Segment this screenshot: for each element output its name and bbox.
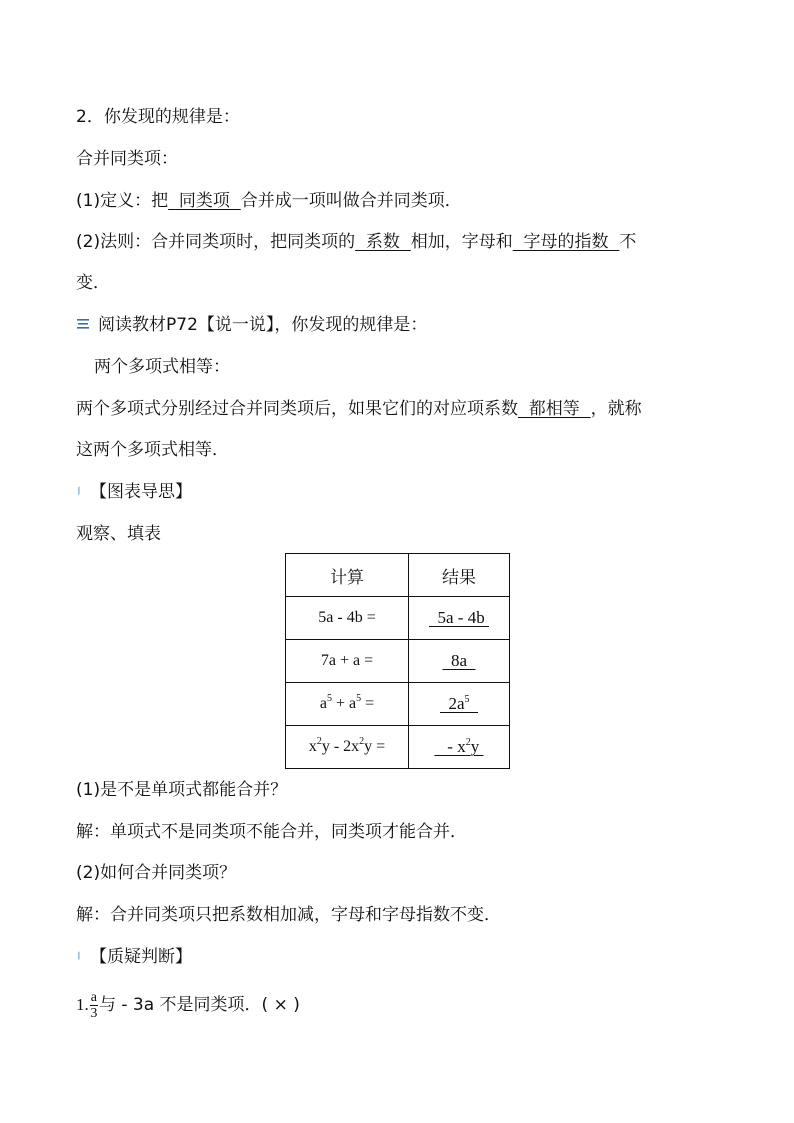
calc-exponent: 2 — [316, 736, 322, 747]
table-cell-result — [409, 726, 510, 769]
chart-guide-heading: 【图表导思】 — [76, 480, 192, 504]
table-cell-calc — [286, 726, 409, 769]
answer-2: 解：合并同类项只把系数相加减，字母和字母指数不变． — [76, 905, 501, 925]
rule-middle: 相加，字母和 — [410, 232, 513, 252]
polynomial-equal-title: 两个多项式相等： — [94, 357, 230, 377]
table-row — [286, 597, 510, 640]
result-value: 8a — [442, 651, 476, 670]
rule-blank-coefficient: 系数 — [355, 232, 411, 252]
calc-exponent: 5 — [356, 693, 362, 704]
calc-term: + a — [331, 695, 357, 712]
pencil-icon — [76, 949, 86, 963]
question-1: (1)是不是单项式都能合并？ — [76, 780, 288, 800]
observe-label: 观察、填表 — [76, 524, 161, 544]
definition-prefix: (1)定义：把 — [76, 191, 169, 211]
rule-prefix: (2)法则：合并同类项时，把同类项的 — [76, 232, 356, 252]
merge-title: 合并同类项： — [76, 149, 178, 169]
calc-term: a — [319, 695, 327, 712]
table-cell-calc: 5a - 4b = — [286, 597, 409, 640]
table-cell-calc — [286, 683, 409, 726]
calc-term: y - 2x — [321, 738, 360, 755]
table-header-calc: 计算 — [286, 554, 409, 597]
three-lines-icon — [76, 317, 90, 331]
calc-term: = — [361, 695, 375, 712]
table-row — [286, 726, 510, 769]
fraction-numerator: a — [90, 989, 97, 1005]
section-3-heading: 阅读教材P72【说一说】，你发现的规律是： — [76, 313, 427, 337]
table-row — [286, 683, 510, 726]
judge-number: 1. — [76, 995, 89, 1014]
judge-text: 与 - 3a 不是同类项．( × ) — [98, 995, 300, 1015]
rule-blank-exponent: 字母的指数 — [512, 232, 620, 252]
definition-suffix: 合并成一项叫做合并同类项． — [240, 191, 462, 211]
poly-blank: 都相等 — [518, 399, 591, 419]
poly-suffix: ，就称 — [590, 399, 642, 419]
fraction-denominator: 3 — [90, 1005, 98, 1021]
polynomial-equal-continuation: 这两个多项式相等． — [76, 440, 229, 460]
calc-term: x — [308, 738, 317, 755]
table-cell-result — [409, 640, 510, 683]
pencil-icon — [76, 484, 86, 498]
rule-suffix: 不 — [619, 232, 637, 252]
calc-exponent: 2 — [359, 736, 365, 747]
polynomial-equal-line — [76, 397, 642, 421]
definition-blank: 同类项 — [168, 191, 241, 211]
table-cell-calc: 7a + a = — [286, 640, 409, 683]
fraction-a-over-3 — [90, 990, 98, 1021]
judge-item-1 — [76, 986, 300, 1024]
calc-exponent: 5 — [326, 693, 332, 704]
table-header-result: 结果 — [409, 554, 510, 597]
calc-term: y = — [364, 738, 386, 755]
doubt-judge-heading: 【质疑判断】 — [76, 945, 192, 969]
result-value: 5a - 4b — [429, 608, 489, 627]
table-cell-result — [409, 683, 510, 726]
table-cell-result — [409, 597, 510, 640]
rule-continuation: 变． — [76, 273, 110, 293]
definition-line — [76, 189, 462, 213]
answer-1: 解：单项式不是同类项不能合并，同类项才能合并． — [76, 822, 467, 842]
section-2-heading: 2．你发现的规律是： — [76, 107, 240, 127]
rule-line — [76, 230, 636, 254]
table-row — [286, 640, 510, 683]
calc-table — [285, 553, 510, 769]
result-value: - $x^2y$ — [434, 737, 484, 756]
table-header-row — [286, 554, 510, 597]
result-value: $2a^5$ — [439, 694, 470, 713]
poly-prefix: 两个多项式分别经过合并同类项后，如果它们的对应项系数 — [76, 399, 518, 419]
question-2: (2)如何合并同类项？ — [76, 863, 237, 883]
